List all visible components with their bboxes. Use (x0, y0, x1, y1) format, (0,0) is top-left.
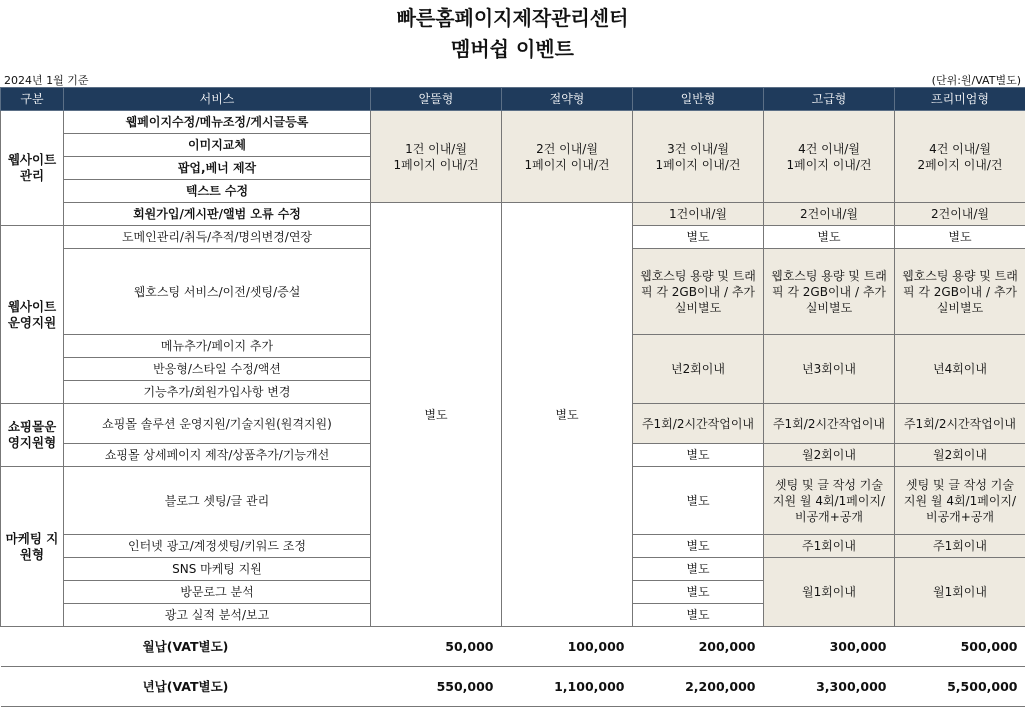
group-marketing-support: 마케팅 지 원형 (1, 467, 64, 627)
monthly-price-label: 월납(VAT별도) (1, 627, 371, 667)
plan-cell: 별도 (633, 535, 764, 558)
service-cell: 메뉴추가/페이지 추가 (64, 335, 371, 358)
plan-cell: 2건 이내/월 1페이지 이내/건 (502, 111, 633, 203)
plan-cell: 4건 이내/월 1페이지 이내/건 (764, 111, 895, 203)
price-cell: 3,300,000 (764, 667, 895, 707)
page-subtitle: 멤버쉽 이벤트 (451, 37, 574, 61)
plan-cell: 웹호스팅 용량 및 트래 픽 각 2GB이내 / 추가 실비별도 (633, 249, 764, 335)
price-cell: 50,000 (371, 627, 502, 667)
plan-cell: 별도 (633, 558, 764, 581)
plan-cell: 년3회이내 (764, 335, 895, 404)
group-website-management: 웹사이트 관리 (1, 111, 64, 226)
plan-cell: 별도 (764, 226, 895, 249)
plan-cell: 별도 (371, 203, 502, 627)
service-cell: SNS 마케팅 지원 (64, 558, 371, 581)
plan-cell: 월1회이내 (895, 558, 1025, 627)
plan-cell: 별도 (502, 203, 633, 627)
price-cell: 200,000 (633, 627, 764, 667)
plan-cell: 주1회이내 (895, 535, 1025, 558)
yearly-price-label: 년납(VAT별도) (1, 667, 371, 707)
plan-cell: 3건 이내/월 1페이지 이내/건 (633, 111, 764, 203)
plan-cell: 셋팅 및 글 작성 기술 지원 월 4회/1페이지/ 비공개+공개 (764, 467, 895, 535)
plan-cell: 1건이내/월 (633, 203, 764, 226)
plan-cell: 별도 (633, 604, 764, 627)
plan-cell: 웹호스팅 용량 및 트래 픽 각 2GB이내 / 추가 실비별도 (895, 249, 1025, 335)
table-header-row (1, 88, 1025, 111)
service-cell: 도메인관리/취득/추적/명의변경/연장 (64, 226, 371, 249)
header-plan-saver: 절약형 (502, 88, 633, 111)
price-cell: 500,000 (895, 627, 1025, 667)
plan-cell: 별도 (895, 226, 1025, 249)
plan-cell: 별도 (633, 581, 764, 604)
plan-cell: 1건 이내/월 1페이지 이내/건 (371, 111, 502, 203)
plan-cell: 셋팅 및 글 작성 기술 지원 월 4회/1페이지/ 비공개+공개 (895, 467, 1025, 535)
plan-cell: 웹호스팅 용량 및 트래 픽 각 2GB이내 / 추가 실비별도 (764, 249, 895, 335)
header-plan-standard: 일반형 (633, 88, 764, 111)
service-cell: 쇼핑몰 솔루션 운영지원/기술지원(원격지원) (64, 404, 371, 444)
price-cell: 2,200,000 (633, 667, 764, 707)
plan-cell: 별도 (633, 226, 764, 249)
basis-date: 2024년 1월 기준 (4, 74, 89, 87)
service-cell: 회원가입/게시판/앨범 오류 수정 (64, 203, 371, 226)
plan-cell: 월1회이내 (764, 558, 895, 627)
group-shop-support: 쇼핑몰운 영지원형 (1, 404, 64, 467)
service-cell: 팝업,베너 제작 (64, 157, 371, 180)
plan-cell: 주1회/2시간작업이내 (764, 404, 895, 444)
unit-note: (단위:원/VAT별도) (931, 74, 1021, 87)
plan-cell: 월2회이내 (895, 444, 1025, 467)
plan-cell: 2건이내/월 (895, 203, 1025, 226)
membership-table (0, 87, 1025, 707)
monthly-price-row (1, 627, 1025, 667)
price-cell: 5,500,000 (895, 667, 1025, 707)
service-cell: 블로그 셋팅/글 관리 (64, 467, 371, 535)
service-cell: 텍스트 수정 (64, 180, 371, 203)
price-cell: 100,000 (502, 627, 633, 667)
plan-cell: 주1회/2시간작업이내 (895, 404, 1025, 444)
header-plan-advanced: 고급형 (764, 88, 895, 111)
service-cell: 웹호스팅 서비스/이전/셋팅/증설 (64, 249, 371, 335)
group-website-operations: 웹사이트 운영지원 (1, 226, 64, 404)
service-cell: 반응형/스타일 수정/액션 (64, 358, 371, 381)
plan-cell: 년4회이내 (895, 335, 1025, 404)
page-title: 빠른홈페이지제작관리센터 (396, 6, 629, 30)
plan-cell: 년2회이내 (633, 335, 764, 404)
service-cell: 이미지교체 (64, 134, 371, 157)
header-plan-basic: 알뜰형 (371, 88, 502, 111)
price-cell: 550,000 (371, 667, 502, 707)
service-cell: 광고 실적 분석/보고 (64, 604, 371, 627)
service-cell: 웹페이지수정/메뉴조정/게시글등록 (64, 111, 371, 134)
yearly-price-row (1, 667, 1025, 707)
header-category: 구분 (1, 88, 64, 111)
service-cell: 기능추가/회원가입사항 변경 (64, 381, 371, 404)
plan-cell: 2건이내/월 (764, 203, 895, 226)
header-service: 서비스 (64, 88, 371, 111)
table-row (1, 203, 1025, 226)
price-cell: 1,100,000 (502, 667, 633, 707)
plan-cell: 4건 이내/월 2페이지 이내/건 (895, 111, 1025, 203)
plan-cell: 주1회/2시간작업이내 (633, 404, 764, 444)
plan-cell: 월2회이내 (764, 444, 895, 467)
service-cell: 쇼핑몰 상세페이지 제작/상품추가/기능개선 (64, 444, 371, 467)
plan-cell: 별도 (633, 444, 764, 467)
plan-cell: 별도 (633, 467, 764, 535)
service-cell: 방문로그 분석 (64, 581, 371, 604)
header-plan-premium: 프리미엄형 (895, 88, 1025, 111)
table-row (1, 111, 1025, 134)
plan-cell: 주1회이내 (764, 535, 895, 558)
price-cell: 300,000 (764, 627, 895, 667)
service-cell: 인터넷 광고/계정셋팅/키워드 조정 (64, 535, 371, 558)
